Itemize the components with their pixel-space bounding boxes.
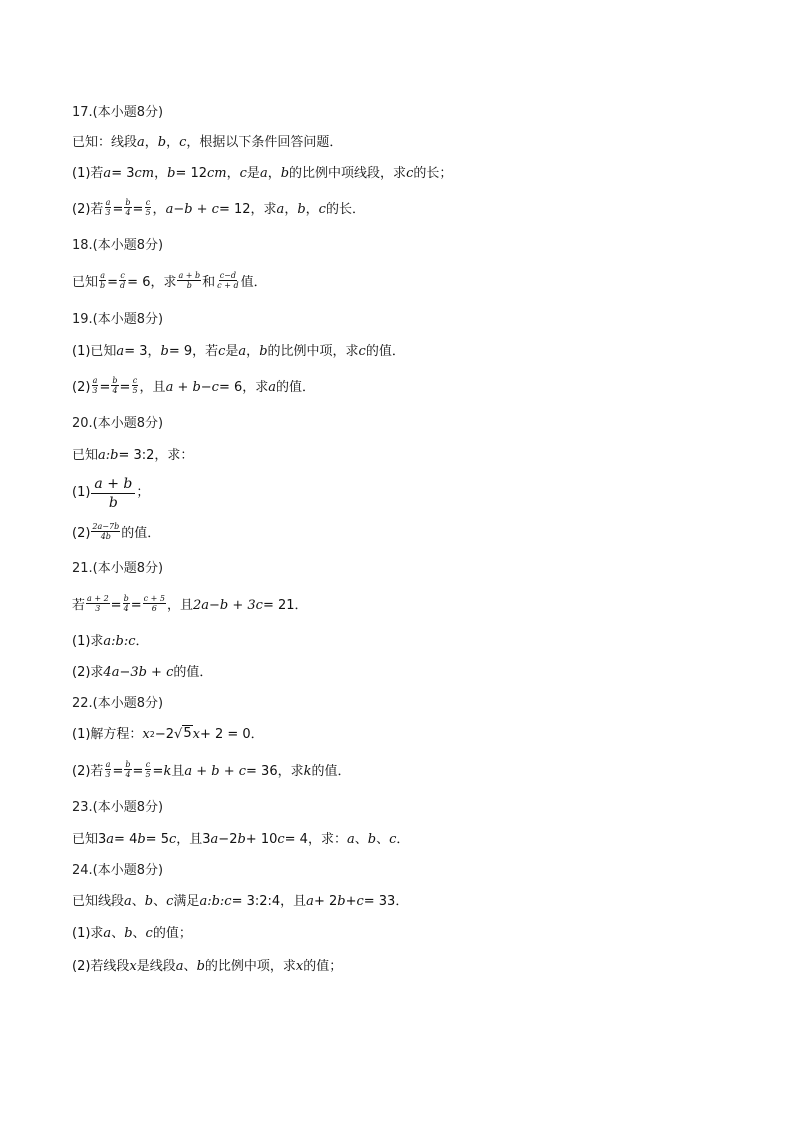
var: b xyxy=(196,959,205,974)
fraction xyxy=(86,594,110,613)
var: b xyxy=(237,832,246,847)
var: b xyxy=(160,344,169,359)
text: −2 xyxy=(154,727,175,742)
text: 是线段 xyxy=(136,959,176,974)
problem-18-line xyxy=(72,270,267,293)
problem-24-q2 xyxy=(72,957,342,977)
text: = 3 xyxy=(111,166,135,181)
text: 已知 xyxy=(72,275,99,290)
text: 已知3 xyxy=(72,832,107,847)
text: 的比例中项，求 xyxy=(267,344,359,359)
denominator: d xyxy=(120,280,126,290)
fraction xyxy=(144,198,151,217)
text: + 10 xyxy=(245,832,278,847)
fraction xyxy=(91,522,120,541)
problem-20-q2 xyxy=(72,521,161,544)
text: = 3， xyxy=(124,344,161,359)
text: ，且 xyxy=(166,598,193,613)
numerator: c + 5 xyxy=(143,593,165,603)
radical-sign: √ xyxy=(174,727,183,742)
text: ， xyxy=(284,202,298,217)
problem-19-q1 xyxy=(72,342,405,362)
numerator: b xyxy=(112,375,118,385)
problem-22-q1 xyxy=(72,725,264,745)
problem-20-q1 xyxy=(72,473,149,513)
text: = xyxy=(99,380,111,395)
text: ， xyxy=(144,135,158,150)
text: ，且 xyxy=(139,380,166,395)
fraction xyxy=(123,594,130,613)
fraction xyxy=(104,198,111,217)
denominator: 4 xyxy=(112,385,118,395)
text: = 4，求： xyxy=(284,832,347,847)
text: (2) xyxy=(72,526,91,541)
text: = xyxy=(112,764,124,779)
text: (1)求 xyxy=(72,926,104,941)
radicand: 5 xyxy=(183,726,192,741)
numerator: a + 2 xyxy=(87,593,109,603)
expression: a + b + c xyxy=(184,764,247,779)
text: 的值． xyxy=(365,344,405,359)
var: a xyxy=(210,832,219,847)
text: 、 xyxy=(111,926,125,941)
var: c xyxy=(145,926,153,941)
text: 的值； xyxy=(303,959,343,974)
text: 、 xyxy=(132,926,146,941)
var: a xyxy=(346,832,355,847)
var: b xyxy=(157,135,167,150)
var: b xyxy=(137,832,146,847)
numerator: c xyxy=(145,759,151,769)
text: = xyxy=(152,764,164,779)
fraction xyxy=(124,198,131,217)
fraction xyxy=(119,271,126,290)
numerator: a + b xyxy=(178,270,201,280)
problem-21-header xyxy=(72,559,163,579)
text: 已知 xyxy=(72,448,99,463)
text: ， xyxy=(152,202,166,217)
text: (1)若 xyxy=(72,166,104,181)
fraction xyxy=(91,376,98,395)
var: b xyxy=(337,894,346,909)
var: a xyxy=(103,926,112,941)
text: = 6，求 xyxy=(218,380,269,395)
numerator: a xyxy=(92,375,98,385)
var: c xyxy=(168,832,177,847)
fraction xyxy=(99,271,106,290)
fraction xyxy=(143,594,166,613)
text: = xyxy=(132,202,144,217)
text: = 4 xyxy=(114,832,138,847)
denominator: b xyxy=(100,280,106,290)
text: 值． xyxy=(240,275,267,290)
text: 的值． xyxy=(121,526,161,541)
unit: cm xyxy=(207,166,227,181)
text: 的长． xyxy=(325,202,365,217)
text: ， xyxy=(246,344,260,359)
problem-19-header xyxy=(72,310,163,330)
var: b xyxy=(167,166,176,181)
denominator: 4 xyxy=(123,603,129,613)
text: = 3:2，求： xyxy=(118,448,194,463)
text: 、 xyxy=(131,894,145,909)
problem-17-intro xyxy=(72,133,342,153)
text: ， xyxy=(226,166,240,181)
text: = 12 xyxy=(175,166,208,181)
header-text: 22.(本小题8分) xyxy=(72,696,164,711)
var: c xyxy=(239,166,247,181)
text: (1) xyxy=(72,485,91,500)
text: (2) xyxy=(72,380,91,395)
text: (2)若 xyxy=(72,202,104,217)
text: 、 xyxy=(153,894,167,909)
fraction xyxy=(111,376,118,395)
var: c xyxy=(389,832,397,847)
problem-23-header xyxy=(72,798,163,818)
expression: 4a−3b + c xyxy=(103,665,174,680)
var: b xyxy=(124,926,133,941)
header-text: 21.(本小题8分) xyxy=(72,561,164,576)
text: = 3:2:4，且 xyxy=(231,894,307,909)
header-text: 23.(本小题8分) xyxy=(72,800,164,815)
var: a xyxy=(124,894,132,909)
text: 已知线段 xyxy=(72,894,125,909)
header-text: 24.(本小题8分) xyxy=(72,863,164,878)
text: ． xyxy=(396,832,410,847)
text: = 9，若 xyxy=(168,344,219,359)
var: a xyxy=(268,380,277,395)
problem-23-line xyxy=(72,830,409,850)
problem-21-q1 xyxy=(72,632,149,652)
text: = xyxy=(130,598,142,613)
text: (2)求 xyxy=(72,665,104,680)
text: + 2 = 0． xyxy=(199,727,264,742)
fraction xyxy=(104,760,111,779)
var: b xyxy=(367,832,377,847)
expression: a−b + c xyxy=(165,202,219,217)
denominator: 4 xyxy=(125,207,131,217)
text: 、 xyxy=(183,959,197,974)
text: 且 xyxy=(171,764,185,779)
var: c xyxy=(277,832,285,847)
text: ， xyxy=(267,166,281,181)
text: = xyxy=(112,202,124,217)
var: a xyxy=(137,135,145,150)
text: = 36，求 xyxy=(246,764,304,779)
text: = 21． xyxy=(262,598,308,613)
numerator: b xyxy=(125,759,131,769)
problem-19-q2 xyxy=(72,375,316,398)
numerator: 2a−7b xyxy=(92,521,120,531)
var: b xyxy=(280,166,290,181)
var: a xyxy=(306,894,314,909)
numerator: b xyxy=(123,593,129,603)
text: (1)求 xyxy=(72,634,104,649)
text: = xyxy=(107,275,119,290)
header-text: 20.(本小题8分) xyxy=(72,416,164,431)
numerator: c xyxy=(120,270,125,280)
text: 是 xyxy=(225,344,239,359)
text: 的值． xyxy=(276,380,316,395)
text: ， xyxy=(154,166,168,181)
var: c xyxy=(179,135,187,150)
numerator: c−d xyxy=(219,270,237,280)
denominator: 3 xyxy=(105,207,111,217)
text: + xyxy=(345,894,357,909)
denominator: b xyxy=(186,280,192,290)
var: c xyxy=(358,344,366,359)
text: 满足 xyxy=(173,894,200,909)
header-text: 17.(本小题8分) xyxy=(72,105,164,120)
var: x xyxy=(295,959,304,974)
var: c xyxy=(406,166,414,181)
text: = 12，求 xyxy=(218,202,277,217)
fraction xyxy=(131,376,138,395)
var: k xyxy=(163,764,172,779)
denominator: 6 xyxy=(151,603,157,613)
text: ，且3 xyxy=(176,832,211,847)
text: = xyxy=(132,764,144,779)
expression: a:b xyxy=(98,448,119,463)
text: ， xyxy=(166,135,180,150)
text: = xyxy=(119,380,131,395)
denominator: c + d xyxy=(217,280,239,290)
numerator: a + b xyxy=(91,475,135,494)
expression: a + b−c xyxy=(165,380,219,395)
var: k xyxy=(303,764,312,779)
fraction xyxy=(91,475,135,512)
text: ， xyxy=(305,202,319,217)
expression: a:b:c xyxy=(103,634,136,649)
fraction xyxy=(124,760,131,779)
numerator: a xyxy=(105,759,111,769)
problem-21-intro xyxy=(72,593,308,616)
problem-17-q1 xyxy=(72,164,452,184)
problem-22-q2 xyxy=(72,759,351,782)
text: (2)若线段 xyxy=(72,959,130,974)
text: 、 xyxy=(376,832,390,847)
var: b xyxy=(144,894,154,909)
var: c xyxy=(356,894,364,909)
var: a xyxy=(238,344,247,359)
numerator: a xyxy=(100,270,105,280)
var: c xyxy=(318,202,326,217)
denominator: 3 xyxy=(95,603,101,613)
text: 已知：线段 xyxy=(72,135,138,150)
problem-18-header xyxy=(72,236,163,256)
text: ． xyxy=(135,634,149,649)
text: = xyxy=(110,598,122,613)
fraction xyxy=(144,760,151,779)
var: c xyxy=(166,894,174,909)
var: x xyxy=(142,727,150,742)
text: = 6，求 xyxy=(127,275,177,290)
expression: a:b:c xyxy=(199,894,232,909)
fraction xyxy=(177,271,201,290)
var: a xyxy=(175,959,184,974)
text: 的值． xyxy=(173,665,213,680)
numerator: a xyxy=(105,197,111,207)
denominator: 5 xyxy=(145,207,151,217)
text: 若 xyxy=(72,598,86,613)
numerator: c xyxy=(145,197,151,207)
unit: cm xyxy=(134,166,155,181)
problem-24-header xyxy=(72,861,163,881)
text: ，根据以下条件回答问题． xyxy=(186,135,343,150)
denominator: 3 xyxy=(92,385,98,395)
text: (1)解方程： xyxy=(72,727,143,742)
text: 是 xyxy=(246,166,260,181)
var: b xyxy=(297,202,306,217)
problem-24-q1 xyxy=(72,924,192,944)
var: x xyxy=(129,959,137,974)
text: 、 xyxy=(354,832,368,847)
var: a xyxy=(259,166,268,181)
var: b xyxy=(259,344,268,359)
exponent: 2 xyxy=(149,730,155,739)
text: 和 xyxy=(202,275,216,290)
denominator: 3 xyxy=(105,769,111,779)
text: = 5 xyxy=(145,832,169,847)
text: + 2 xyxy=(313,894,338,909)
var: a xyxy=(106,832,115,847)
denominator: 4b xyxy=(100,531,111,541)
text: 的长； xyxy=(413,166,453,181)
text: 的比例中项线段，求 xyxy=(289,166,407,181)
fraction xyxy=(216,271,239,290)
var: a xyxy=(116,344,125,359)
numerator: b xyxy=(125,197,131,207)
numerator: c xyxy=(132,375,138,385)
text: 的比例中项，求 xyxy=(204,959,296,974)
problem-21-q2 xyxy=(72,663,212,683)
var: x xyxy=(192,727,200,742)
problem-17-header xyxy=(72,103,163,123)
denominator: 5 xyxy=(132,385,138,395)
text: = 33． xyxy=(363,894,409,909)
header-text: 19.(本小题8分) xyxy=(72,312,164,327)
expression: 2a−b + 3c xyxy=(192,598,263,613)
problem-24-intro xyxy=(72,892,408,912)
var: a xyxy=(276,202,285,217)
denominator: b xyxy=(108,494,118,511)
text: (1)已知 xyxy=(72,344,117,359)
text: −2 xyxy=(218,832,238,847)
problem-20-intro xyxy=(72,446,193,466)
denominator: 5 xyxy=(145,769,151,779)
text: 的值． xyxy=(311,764,351,779)
text: 的值； xyxy=(152,926,192,941)
var: a xyxy=(103,166,112,181)
header-text: 18.(本小题8分) xyxy=(72,238,164,253)
var: c xyxy=(218,344,226,359)
text: ； xyxy=(136,485,150,500)
text: (2)若 xyxy=(72,764,104,779)
denominator: 4 xyxy=(125,769,131,779)
problem-20-header xyxy=(72,414,163,434)
square-root xyxy=(174,725,193,745)
problem-17-q2 xyxy=(72,197,365,220)
problem-22-header xyxy=(72,694,163,714)
